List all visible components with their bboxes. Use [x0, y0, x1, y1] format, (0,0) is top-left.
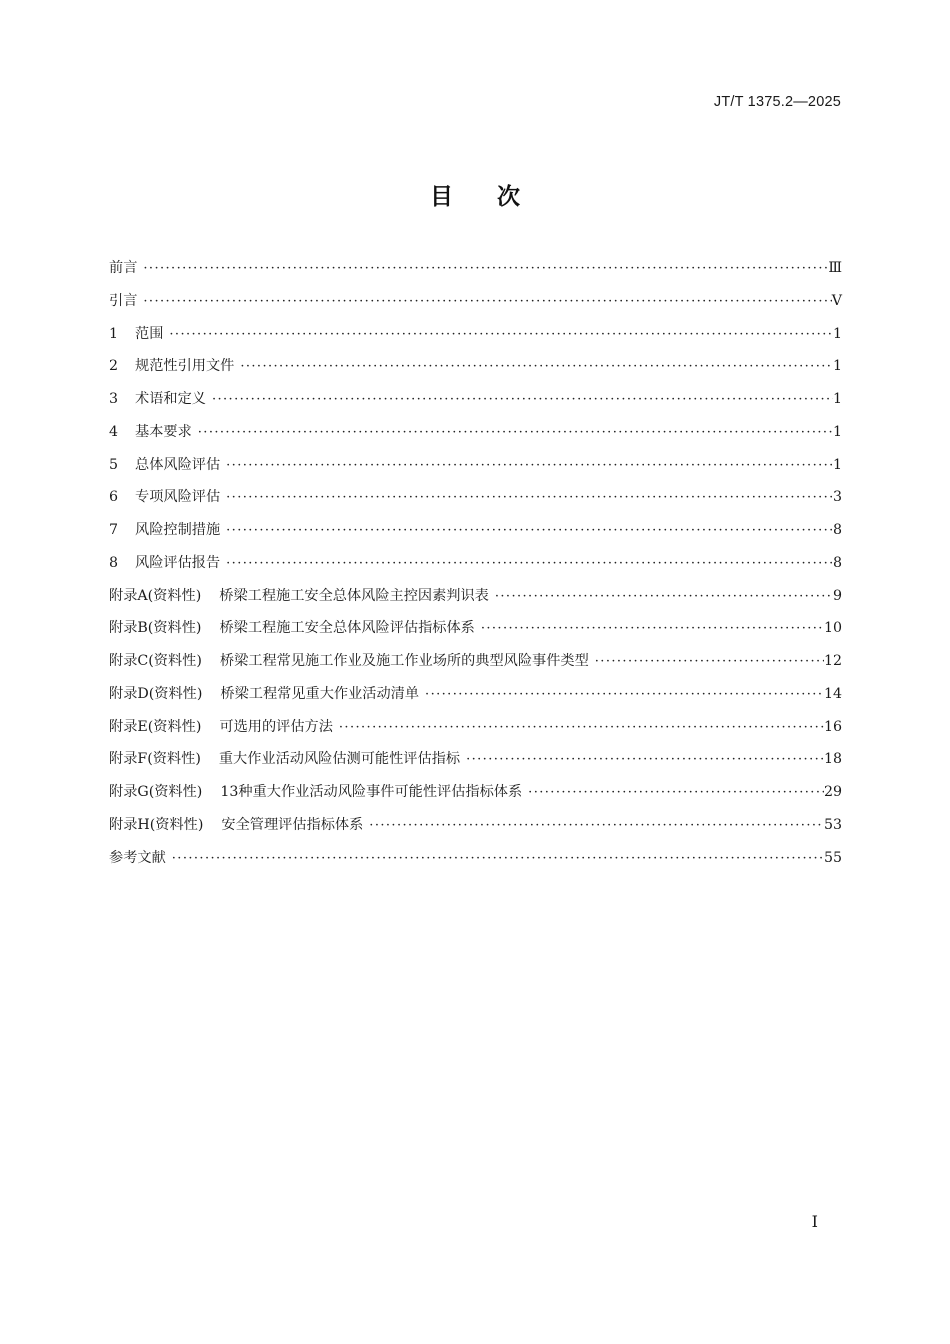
- toc-entry-label: 引言: [109, 292, 138, 309]
- toc-leader-dots: [595, 646, 824, 679]
- toc-entry-page: 3: [832, 489, 842, 506]
- toc-entry-label: 风险控制措施: [135, 522, 221, 538]
- toc-entry-label: 前言: [109, 260, 138, 276]
- toc-entry-label: 基本要求: [135, 423, 192, 440]
- toc-entry-page: 12: [823, 653, 842, 669]
- toc-entry-number: 4: [109, 423, 119, 440]
- toc-entry-label: 术语和定义: [135, 391, 206, 407]
- toc-entry[interactable]: [109, 318, 842, 351]
- table-of-contents: [109, 252, 842, 874]
- toc-leader-dots: [169, 319, 833, 352]
- toc-leader-dots: [226, 482, 833, 515]
- toc-entry-label: 总体风险评估: [135, 456, 221, 473]
- toc-leader-dots: [172, 843, 824, 876]
- toc-entry-label: 桥梁工程施工安全总体风险主控因素判识表: [219, 587, 489, 604]
- toc-entry-page: Ⅴ: [831, 292, 842, 309]
- toc-entry-page: 8: [832, 522, 842, 538]
- toc-leader-dots: [226, 515, 833, 548]
- toc-entry-page: 1: [832, 456, 842, 473]
- toc-entry[interactable]: [109, 514, 842, 547]
- toc-entry-label: 桥梁工程常见施工作业及施工作业场所的典型风险事件类型: [219, 653, 589, 669]
- toc-entry[interactable]: [109, 743, 842, 776]
- toc-entry-page: 1: [832, 391, 842, 407]
- toc-entry-appendix: 附录G(资料性): [109, 784, 203, 800]
- toc-entry-label: 可选用的评估方法: [219, 718, 333, 735]
- toc-leader-dots: [226, 450, 833, 483]
- toc-entry-label: 安全管理评估指标体系: [221, 816, 364, 833]
- toc-entry[interactable]: [109, 285, 842, 318]
- toc-entry-page: 14: [823, 685, 842, 702]
- toc-leader-dots: [198, 417, 833, 450]
- toc-entry[interactable]: [109, 580, 842, 613]
- toc-entry-appendix: 附录B(资料性): [109, 620, 202, 637]
- toc-entry-label: 参考文献: [109, 849, 166, 866]
- page-title: 目次: [430, 184, 564, 210]
- toc-entry[interactable]: [109, 645, 842, 678]
- toc-entry[interactable]: [109, 842, 842, 875]
- toc-entry-label: 专项风险评估: [135, 489, 221, 506]
- toc-entry-page: 18: [823, 751, 842, 768]
- toc-entry-page: 55: [823, 849, 842, 866]
- toc-entry-number: 7: [109, 522, 119, 538]
- toc-entry-page: 10: [823, 620, 842, 637]
- toc-entry-page: 8: [832, 554, 842, 571]
- toc-entry-appendix: 附录H(资料性): [109, 816, 204, 833]
- toc-leader-dots: [240, 351, 833, 384]
- toc-entry[interactable]: [109, 416, 842, 449]
- toc-entry-page: 1: [832, 325, 842, 342]
- toc-entry-appendix: 附录D(资料性): [109, 685, 203, 702]
- standard-code: JT/T 1375.2—2025: [713, 94, 841, 110]
- toc-leader-dots: [425, 679, 824, 712]
- toc-entry[interactable]: [109, 678, 842, 711]
- toc-entry-label: 桥梁工程常见重大作业活动清单: [220, 685, 420, 702]
- toc-entry-label: 规范性引用文件: [135, 358, 235, 375]
- toc-entry-page: 9: [832, 587, 842, 604]
- toc-entry-label: 重大作业活动风险估测可能性评估指标: [218, 751, 461, 768]
- toc-leader-dots: [369, 810, 824, 843]
- toc-entry[interactable]: [109, 252, 842, 285]
- toc-entry-number: 2: [109, 358, 119, 375]
- page-number: I: [811, 1212, 818, 1231]
- toc-entry[interactable]: [109, 711, 842, 744]
- toc-entry-number: 5: [109, 456, 119, 473]
- toc-leader-dots: [528, 777, 824, 810]
- toc-entry-page: 53: [823, 816, 842, 833]
- toc-leader-dots: [495, 581, 833, 614]
- toc-entry[interactable]: [109, 776, 842, 809]
- toc-entry[interactable]: [109, 350, 842, 383]
- toc-entry-label: 风险评估报告: [135, 554, 221, 571]
- toc-entry-number: 1: [109, 325, 119, 342]
- toc-leader-dots: [339, 712, 824, 745]
- toc-entry-appendix: 附录A(资料性): [109, 587, 202, 604]
- toc-entry-number: 6: [109, 489, 119, 506]
- toc-entry[interactable]: [109, 809, 842, 842]
- toc-entry-appendix: 附录E(资料性): [109, 718, 202, 735]
- toc-leader-dots: [212, 384, 833, 417]
- toc-entry[interactable]: [109, 383, 842, 416]
- toc-entry-number: 3: [109, 391, 119, 407]
- toc-entry[interactable]: [109, 449, 842, 482]
- toc-entry-appendix: 附录F(资料性): [109, 751, 201, 768]
- toc-entry-page: Ⅲ: [828, 260, 842, 276]
- toc-entry-label: 范围: [135, 325, 164, 342]
- toc-entry-appendix: 附录C(资料性): [109, 653, 202, 669]
- toc-entry-label: 13种重大作业活动风险事件可能性评估指标体系: [220, 784, 523, 800]
- toc-leader-dots: [466, 744, 824, 777]
- toc-leader-dots: [481, 613, 824, 646]
- toc-entry[interactable]: [109, 612, 842, 645]
- toc-entry-page: 1: [832, 358, 842, 375]
- toc-entry-page: 16: [823, 718, 842, 735]
- toc-entry-number: 8: [109, 554, 119, 571]
- toc-entry-label: 桥梁工程施工安全总体风险评估指标体系: [219, 620, 475, 637]
- toc-entry-page: 29: [823, 784, 842, 800]
- toc-entry[interactable]: [109, 547, 842, 580]
- toc-leader-dots: [226, 548, 833, 581]
- toc-leader-dots: [143, 286, 831, 319]
- toc-leader-dots: [143, 253, 828, 286]
- toc-entry[interactable]: [109, 481, 842, 514]
- toc-entry-page: 1: [832, 423, 842, 440]
